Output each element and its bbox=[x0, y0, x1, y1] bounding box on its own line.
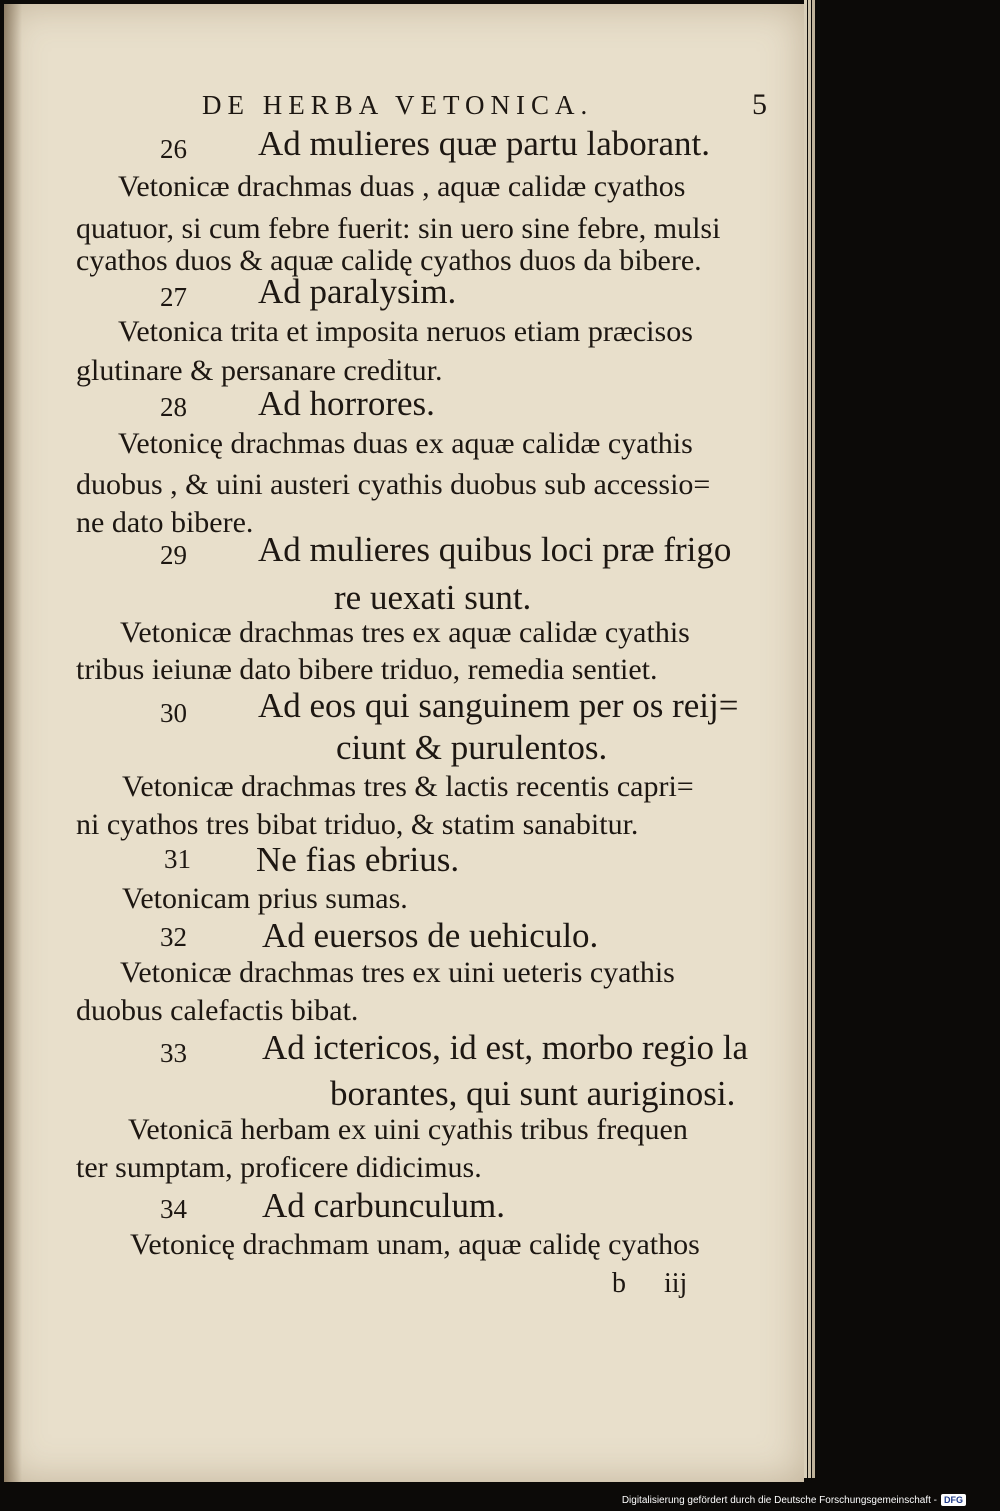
digitization-footer bbox=[622, 1494, 966, 1506]
body-text-line: ne dato bibere. bbox=[76, 506, 254, 539]
body-text-line: Vetonica trita et imposita neruos etiam præcisos bbox=[118, 315, 693, 348]
signature-letter: b bbox=[612, 1268, 626, 1299]
dfg-logo-icon: DFG bbox=[941, 1494, 966, 1506]
body-text-line: quatuor, si cum febre fuerit: sin uero sine febre, mulsi bbox=[76, 212, 721, 245]
signature-number: iij bbox=[664, 1268, 688, 1299]
body-text-line: Vetonicę drachmas duas ex aquæ calidæ cyathis bbox=[118, 427, 693, 460]
section-heading: Ne fias ebrius. bbox=[256, 840, 460, 879]
section-number: 27 bbox=[160, 282, 187, 312]
body-text-line: ter sumptam, proficere didicimus. bbox=[76, 1151, 482, 1184]
page-edge bbox=[804, 0, 807, 1478]
section-heading: Ad ictericos, id est, morbo regio la bbox=[262, 1028, 748, 1067]
body-text-line: duobus , & uini austeri cyathis duobus sub accessio= bbox=[76, 468, 711, 501]
section-heading: Ad paralysim. bbox=[258, 272, 457, 311]
body-text-line: Vetonicæ drachmas duas , aquæ calidæ cyathos bbox=[118, 170, 686, 203]
section-number: 31 bbox=[164, 844, 191, 874]
running-head: DE HERBA VETONICA. bbox=[202, 90, 594, 120]
section-heading: Ad mulieres quibus loci præ frigo bbox=[258, 530, 732, 569]
section-number: 28 bbox=[160, 392, 187, 422]
section-heading: borantes, qui sunt auriginosi. bbox=[330, 1074, 736, 1113]
body-text-line: Vetonicam prius sumas. bbox=[122, 882, 408, 915]
body-text-line: Vetonicæ drachmas tres ex aquæ calidæ cyathis bbox=[120, 616, 690, 649]
section-number: 34 bbox=[160, 1194, 187, 1224]
page-edge bbox=[812, 0, 815, 1478]
section-number: 26 bbox=[160, 134, 187, 164]
section-number: 32 bbox=[160, 922, 187, 952]
body-text-line: Vetonicā herbam ex uini cyathis tribus frequen bbox=[128, 1113, 688, 1146]
section-heading: Ad mulieres quæ partu laborant. bbox=[258, 124, 710, 163]
body-text-line: Vetonicę drachmam unam, aquæ calidę cyathos bbox=[130, 1228, 700, 1261]
body-text-line: duobus calefactis bibat. bbox=[76, 994, 359, 1027]
section-heading: re uexati sunt. bbox=[334, 578, 532, 617]
section-heading: Ad euersos de uehiculo. bbox=[262, 916, 599, 955]
footer-credit: Digitalisierung gefördert durch die Deutsche Forschungsgemeinschaft - bbox=[621, 1494, 937, 1506]
body-text-line: cyathos duos & aquæ calidę cyathos duos da bibere. bbox=[76, 244, 702, 277]
section-heading: Ad eos qui sanguinem per os reij= bbox=[258, 686, 739, 725]
page-edge bbox=[808, 0, 811, 1478]
body-text-line: tribus ieiunæ dato bibere triduo, remedia sentiet. bbox=[76, 653, 658, 686]
body-text-line: Vetonicæ drachmas tres ex uini ueteris cyathis bbox=[120, 956, 675, 989]
body-text-line: ni cyathos tres bibat triduo, & statim sanabitur. bbox=[76, 808, 639, 841]
section-number: 33 bbox=[160, 1038, 187, 1068]
section-heading: Ad horrores. bbox=[258, 384, 435, 423]
section-number: 30 bbox=[160, 698, 187, 728]
section-heading: ciunt & purulentos. bbox=[336, 728, 608, 767]
body-text-line: glutinare & persanare creditur. bbox=[76, 354, 443, 387]
section-number: 29 bbox=[160, 540, 187, 570]
section-heading: Ad carbunculum. bbox=[262, 1186, 505, 1225]
body-text-line: Vetonicæ drachmas tres & lactis recentis capri= bbox=[122, 770, 694, 803]
folio-number: 5 bbox=[752, 88, 767, 121]
